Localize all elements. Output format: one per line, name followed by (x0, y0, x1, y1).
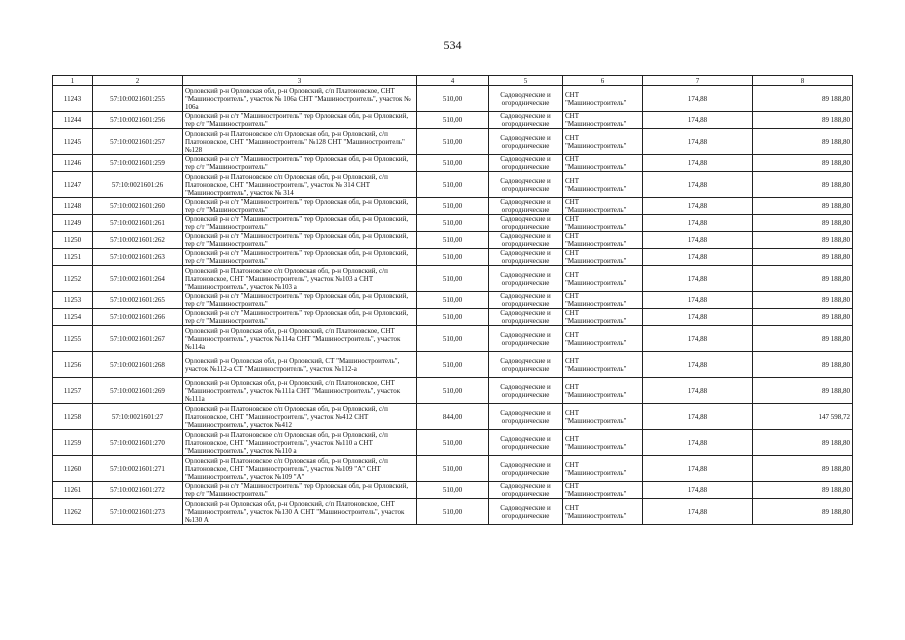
cadastral-rate: 174,88 (643, 155, 753, 172)
page-number: 534 (443, 38, 462, 52)
area: 510,00 (417, 430, 489, 456)
cadastral-value: 89 188,80 (753, 482, 853, 499)
cadastral-value: 89 188,80 (753, 249, 853, 266)
land-use: Садоводческие и огороднические (489, 309, 563, 326)
cadastral-value: 89 188,80 (753, 456, 853, 482)
cadastral-number: 57:10:0021601:262 (93, 232, 183, 249)
cadastral-value: 147 598,72 (753, 404, 853, 430)
row-number: 11252 (53, 266, 93, 292)
land-use: Садоводческие и огороднические (489, 404, 563, 430)
area: 510,00 (417, 456, 489, 482)
land-use: Садоводческие и огороднические (489, 352, 563, 378)
cadastral-number: 57:10:0021601:257 (93, 129, 183, 155)
address: Орловский р-н с/т "Машиностроитель" тер Орловская обл, р-н Орловский, тер с/т "Машиностроитель" (183, 249, 417, 266)
organization: СНТ "Машиностроитель" (563, 482, 643, 499)
cadastral-rate: 174,88 (643, 352, 753, 378)
organization: СНТ "Машиностроитель" (563, 292, 643, 309)
address: Орловский р-н с/т "Машиностроитель" тер Орловская обл, р-н Орловский, тер с/т "Машиностроитель" (183, 292, 417, 309)
cadastral-number: 57:10:0021601:256 (93, 112, 183, 129)
land-use: Садоводческие и огороднические (489, 112, 563, 129)
column-header: 7 (643, 76, 753, 86)
cadastral-number: 57:10:0021601:261 (93, 215, 183, 232)
organization: СНТ "Машиностроитель" (563, 232, 643, 249)
table-row (53, 86, 853, 112)
organization: СНТ "Машиностроитель" (563, 430, 643, 456)
row-number: 11254 (53, 309, 93, 326)
cadastral-number: 57:10:0021601:27 (93, 404, 183, 430)
cadastral-value: 89 188,80 (753, 155, 853, 172)
organization: СНТ "Машиностроитель" (563, 404, 643, 430)
row-number: 11253 (53, 292, 93, 309)
cadastral-rate: 174,88 (643, 266, 753, 292)
row-number: 11249 (53, 215, 93, 232)
area: 510,00 (417, 112, 489, 129)
area: 510,00 (417, 352, 489, 378)
address: Орловский р-н с/т "Машиностроитель" тер Орловская обл, р-н Орловский, тер с/т "Машиностроитель" (183, 155, 417, 172)
cadastral-rate: 174,88 (643, 198, 753, 215)
row-number: 11255 (53, 326, 93, 352)
cadastral-rate: 174,88 (643, 249, 753, 266)
area: 510,00 (417, 266, 489, 292)
cadastral-number: 57:10:0021601:271 (93, 456, 183, 482)
table-row (53, 112, 853, 129)
row-number: 11243 (53, 86, 93, 112)
cadastral-number: 57:10:0021601:268 (93, 352, 183, 378)
cadastral-rate: 174,88 (643, 430, 753, 456)
land-registry-table (52, 75, 853, 525)
table-row (53, 482, 853, 499)
address: Орловский р-н Орловская обл, р-н Орловский, с/п Платоновское, СНТ "Машиностроитель", участок № 106а СНТ "Машиностроитель", участок № 106а (183, 86, 417, 112)
cadastral-value: 89 188,80 (753, 129, 853, 155)
address: Орловский р-н Платоновское с/п Орловская обл, р-н Орловский, с/п Платоновское, СНТ "Машиностроитель", участок №103 а СНТ "Машиностроитель", участок №103 а (183, 266, 417, 292)
organization: СНТ "Машиностроитель" (563, 112, 643, 129)
area: 510,00 (417, 249, 489, 266)
row-number: 11258 (53, 404, 93, 430)
row-number: 11245 (53, 129, 93, 155)
area: 510,00 (417, 326, 489, 352)
table-row (53, 266, 853, 292)
cadastral-rate: 174,88 (643, 232, 753, 249)
column-number-row (53, 76, 853, 86)
cadastral-number: 57:10:0021601:255 (93, 86, 183, 112)
land-use: Садоводческие и огороднические (489, 292, 563, 309)
column-header: 4 (417, 76, 489, 86)
area: 510,00 (417, 215, 489, 232)
organization: СНТ "Машиностроитель" (563, 198, 643, 215)
row-number: 11257 (53, 378, 93, 404)
address: Орловский р-н Платоновское с/п Орловская обл, р-н Орловский, с/п Платоновское, СНТ "Машиностроитель" №128 СНТ "Машиностроитель" №128 (183, 129, 417, 155)
cadastral-number: 57:10:0021601:272 (93, 482, 183, 499)
cadastral-rate: 174,88 (643, 456, 753, 482)
cadastral-number: 57:10:0021601:26 (93, 172, 183, 198)
table-row (53, 292, 853, 309)
land-use: Садоводческие и огороднические (489, 155, 563, 172)
area: 510,00 (417, 198, 489, 215)
row-number: 11248 (53, 198, 93, 215)
cadastral-value: 89 188,80 (753, 309, 853, 326)
land-use: Садоводческие и огороднические (489, 249, 563, 266)
cadastral-rate: 174,88 (643, 482, 753, 499)
row-number: 11250 (53, 232, 93, 249)
address: Орловский р-н Орловская обл, р-н Орловский, с/п Платоновское, СНТ "Машиностроитель", участок №130 А СНТ "Машиностроитель", участок №130 А (183, 499, 417, 525)
organization: СНТ "Машиностроитель" (563, 249, 643, 266)
table-row (53, 198, 853, 215)
cadastral-rate: 174,88 (643, 309, 753, 326)
area: 510,00 (417, 172, 489, 198)
organization: СНТ "Машиностроитель" (563, 352, 643, 378)
table-row (53, 232, 853, 249)
land-use: Садоводческие и огороднические (489, 430, 563, 456)
table-row (53, 249, 853, 266)
address: Орловский р-н Орловская обл, р-н Орловский, с/п Платоновское, СНТ "Машиностроитель", участок №111а СНТ "Машиностроитель", участок №111а (183, 378, 417, 404)
address: Орловский р-н Платоновское с/п Орловская обл, р-н Орловский, с/п Платоновское, СНТ "Машиностроитель", участок №110 а СНТ "Машиностроитель", участок №110 а (183, 430, 417, 456)
cadastral-rate: 174,88 (643, 326, 753, 352)
cadastral-number: 57:10:0021601:270 (93, 430, 183, 456)
land-use: Садоводческие и огороднические (489, 482, 563, 499)
cadastral-value: 89 188,80 (753, 430, 853, 456)
land-use: Садоводческие и огороднические (489, 232, 563, 249)
cadastral-value: 89 188,80 (753, 172, 853, 198)
address: Орловский р-н с/т "Машиностроитель" тер Орловская обл, р-н Орловский, тер с/т "Машиностроитель" (183, 482, 417, 499)
cadastral-rate: 174,88 (643, 292, 753, 309)
row-number: 11244 (53, 112, 93, 129)
land-use: Садоводческие и огороднические (489, 129, 563, 155)
organization: СНТ "Машиностроитель" (563, 309, 643, 326)
land-use: Садоводческие и огороднические (489, 172, 563, 198)
cadastral-value: 89 188,80 (753, 198, 853, 215)
organization: СНТ "Машиностроитель" (563, 215, 643, 232)
row-number: 11259 (53, 430, 93, 456)
address: Орловский р-н Платоновское с/п Орловская обл, р-н Орловский, с/п Платоновское, СНТ "Машиностроитель", участок №412 СНТ "Машиностроитель", участок №412 (183, 404, 417, 430)
area: 510,00 (417, 292, 489, 309)
row-number: 11260 (53, 456, 93, 482)
organization: СНТ "Машиностроитель" (563, 378, 643, 404)
column-header: 6 (563, 76, 643, 86)
address: Орловский р-н Орловская обл, р-н Орловский, с/п Платоновское, СНТ "Машиностроитель", участок №114а СНТ "Машиностроитель", участок №114а (183, 326, 417, 352)
cadastral-number: 57:10:0021601:263 (93, 249, 183, 266)
cadastral-value: 89 188,80 (753, 352, 853, 378)
cadastral-rate: 174,88 (643, 378, 753, 404)
cadastral-number: 57:10:0021601:266 (93, 309, 183, 326)
land-use: Садоводческие и огороднические (489, 326, 563, 352)
area: 510,00 (417, 482, 489, 499)
address: Орловский р-н с/т "Машиностроитель" тер Орловская обл, р-н Орловский, тер с/т "Машиностроитель" (183, 309, 417, 326)
column-header: 2 (93, 76, 183, 86)
column-header: 5 (489, 76, 563, 86)
cadastral-number: 57:10:0021601:265 (93, 292, 183, 309)
address: Орловский р-н с/т "Машиностроитель" тер Орловская обл, р-н Орловский, тер с/т "Машиностроитель" (183, 198, 417, 215)
cadastral-rate: 174,88 (643, 404, 753, 430)
cadastral-number: 57:10:0021601:260 (93, 198, 183, 215)
table-row (53, 215, 853, 232)
column-header: 8 (753, 76, 853, 86)
cadastral-value: 89 188,80 (753, 499, 853, 525)
area: 844,00 (417, 404, 489, 430)
cadastral-number: 57:10:0021601:267 (93, 326, 183, 352)
address: Орловский р-н с/т "Машиностроитель" тер Орловская обл, р-н Орловский, тер с/т "Машиностроитель" (183, 112, 417, 129)
column-header: 1 (53, 76, 93, 86)
organization: СНТ "Машиностроитель" (563, 86, 643, 112)
cadastral-number: 57:10:0021601:264 (93, 266, 183, 292)
address: Орловский р-н Платоновское с/п Орловская обл, р-н Орловский, с/п Платоновское, СНТ "Машиностроитель", участок № 314 СНТ "Машиностроитель", участок № 314 (183, 172, 417, 198)
cadastral-value: 89 188,80 (753, 232, 853, 249)
organization: СНТ "Машиностроитель" (563, 326, 643, 352)
organization: СНТ "Машиностроитель" (563, 172, 643, 198)
land-use: Садоводческие и огороднические (489, 378, 563, 404)
cadastral-value: 89 188,80 (753, 292, 853, 309)
cadastral-number: 57:10:0021601:259 (93, 155, 183, 172)
organization: СНТ "Машиностроитель" (563, 499, 643, 525)
table-row (53, 155, 853, 172)
cadastral-number: 57:10:0021601:269 (93, 378, 183, 404)
cadastral-value: 89 188,80 (753, 326, 853, 352)
table-row (53, 352, 853, 378)
area: 510,00 (417, 232, 489, 249)
organization: СНТ "Машиностроитель" (563, 266, 643, 292)
cadastral-value: 89 188,80 (753, 266, 853, 292)
organization: СНТ "Машиностроитель" (563, 155, 643, 172)
cadastral-value: 89 188,80 (753, 378, 853, 404)
land-use: Садоводческие и огороднические (489, 198, 563, 215)
address: Орловский р-н Платоновское с/п Орловская обл, р-н Орловский, с/п Платоновское, СНТ "Машиностроитель", участок №109 "А" СНТ "Машиностроитель", участок №109 "А" (183, 456, 417, 482)
table-row (53, 129, 853, 155)
cadastral-rate: 174,88 (643, 215, 753, 232)
cadastral-rate: 174,88 (643, 129, 753, 155)
address: Орловский р-н Орловская обл, р-н Орловский, СТ "Машиностроитель", участок №112-а СТ "Машиностроитель", участок №112-а (183, 352, 417, 378)
cadastral-number: 57:10:0021601:273 (93, 499, 183, 525)
area: 510,00 (417, 129, 489, 155)
address: Орловский р-н с/т "Машиностроитель" тер Орловская обл, р-н Орловский, тер с/т "Машиностроитель" (183, 215, 417, 232)
row-number: 11256 (53, 352, 93, 378)
land-use: Садоводческие и огороднические (489, 215, 563, 232)
row-number: 11262 (53, 499, 93, 525)
table-row (53, 309, 853, 326)
land-use: Садоводческие и огороднические (489, 456, 563, 482)
cadastral-value: 89 188,80 (753, 112, 853, 129)
organization: СНТ "Машиностроитель" (563, 456, 643, 482)
land-use: Садоводческие и огороднические (489, 499, 563, 525)
area: 510,00 (417, 86, 489, 112)
row-number: 11246 (53, 155, 93, 172)
row-number: 11247 (53, 172, 93, 198)
area: 510,00 (417, 155, 489, 172)
land-use: Садоводческие и огороднические (489, 266, 563, 292)
table-row (53, 378, 853, 404)
table-row (53, 172, 853, 198)
column-header: 3 (183, 76, 417, 86)
address: Орловский р-н с/т "Машиностроитель" тер Орловская обл, р-н Орловский, тер с/т "Машиностроитель" (183, 232, 417, 249)
area: 510,00 (417, 309, 489, 326)
cadastral-value: 89 188,80 (753, 215, 853, 232)
cadastral-rate: 174,88 (643, 112, 753, 129)
row-number: 11251 (53, 249, 93, 266)
table-row (53, 456, 853, 482)
organization: СНТ "Машиностроитель" (563, 129, 643, 155)
area: 510,00 (417, 378, 489, 404)
row-number: 11261 (53, 482, 93, 499)
cadastral-rate: 174,88 (643, 172, 753, 198)
land-use: Садоводческие и огороднические (489, 86, 563, 112)
table-row (53, 430, 853, 456)
table-row (53, 326, 853, 352)
area: 510,00 (417, 499, 489, 525)
cadastral-rate: 174,88 (643, 499, 753, 525)
table-row (53, 499, 853, 525)
table-row (53, 404, 853, 430)
cadastral-value: 89 188,80 (753, 86, 853, 112)
cadastral-rate: 174,88 (643, 86, 753, 112)
